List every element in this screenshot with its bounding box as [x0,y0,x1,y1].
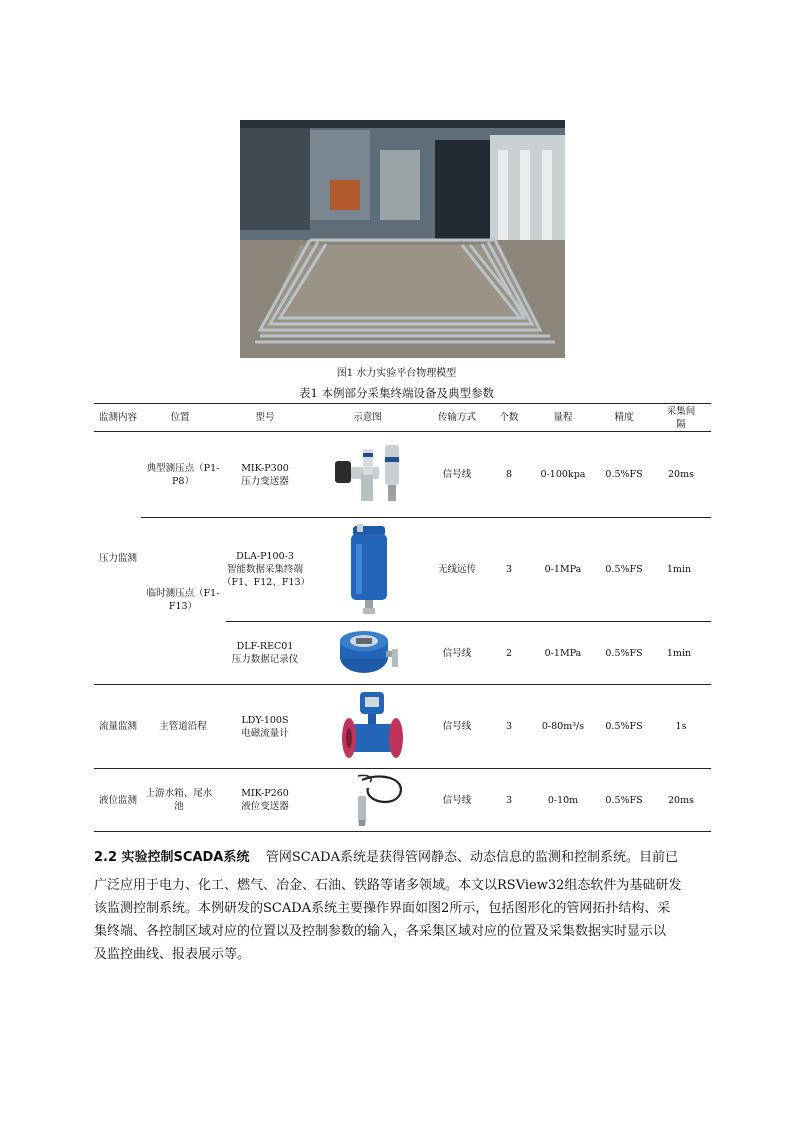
range-cell: 0-1MPa [544,564,582,575]
table-header-cell: 传输方式 [437,412,476,423]
table-header-cell: 型号 [255,412,275,423]
model-cell: MIK-P300 压力变送器 [241,462,289,487]
table-header-cell: 量程 [553,412,573,423]
transmission-cell: 信号线 [442,794,472,806]
location-cell: 典型测压点（P1-P8） [146,462,220,487]
hydraulic-platform-photo [240,120,565,358]
accuracy-cell: 0.5%FS [605,794,643,806]
transmission-cell: 无线远传 [437,564,476,575]
category-cell: 液位监测 [98,794,137,806]
range-cell: 0-100kpa [540,469,586,480]
interval-cell: 1min [666,647,692,659]
range-cell: 0-1MPa [544,647,582,659]
transmission-cell: 信号线 [442,721,472,732]
table-caption: 表1 本例部分采集终端设备及典型参数 [299,386,494,400]
model-cell: DLA-P100-3 智能数据采集终端 （F1、F12、F13） [222,551,310,588]
flowmeter-icon [340,690,405,762]
count-cell: 3 [505,794,513,806]
table-header-cell: 监测内容 [98,412,137,423]
level-transmitter-icon [340,772,410,828]
range-cell: 0-80m³/s [541,721,585,732]
table-header-cell: 精度 [614,412,634,423]
accuracy-cell: 0.5%FS [605,469,643,480]
figure-caption: 图1 水力实验平台物理模型 [336,368,457,379]
section-first-line [94,846,714,869]
interval-cell: 1s [675,721,687,732]
transmission-cell: 信号线 [442,647,472,659]
accuracy-cell: 0.5%FS [605,564,643,575]
paragraph-line: 管网SCADA系统是获得管网静态、动态信息的监测和控制系统。目前已 [265,850,678,865]
interval-cell: 1min [666,564,692,575]
model-cell: DLF-REC01 压力数据记录仪 [231,641,299,665]
count-cell: 3 [505,721,513,732]
count-cell: 8 [505,469,513,480]
location-cell: 上游水箱、尾水池 [145,788,213,812]
paragraph-line: 及监控曲线、报表展示等。 [94,947,251,962]
data-terminal-icon [348,524,390,616]
table-header-cell: 个数 [499,412,519,423]
interval-cell: 20ms [668,794,694,806]
section-heading: 2.2 实验控制SCADA系统 [94,850,250,865]
category-cell: 压力监测 [98,552,137,564]
count-cell: 2 [505,647,513,659]
model-cell: MIK-P260 液位变送器 [241,788,289,812]
range-cell: 0-10m [547,794,579,806]
location-cell: 临时测压点（F1-F13） [146,588,220,612]
table-header-cell: 示意图 [353,412,382,423]
accuracy-cell: 0.5%FS [605,721,643,732]
table-bottom-rule [94,831,711,832]
interval-cell: 20ms [668,469,694,480]
count-cell: 3 [505,564,513,575]
table-header-cell: 位置 [170,412,190,423]
pressure-recorder-icon [338,627,400,677]
transmission-cell: 信号线 [442,469,472,480]
table-header-cell: 采集间隔 [666,405,696,430]
accuracy-cell: 0.5%FS [605,647,643,659]
category-cell: 流量监测 [98,721,137,732]
paragraph-line: 集终端、各控制区域对应的位置以及控制参数的输入，各采集区域对应的位置及采集数据实时显示以 [94,924,667,939]
location-cell: 主管道沿程 [159,721,207,732]
paragraph-line: 广泛应用于电力、化工、燃气、冶金、石油、铁路等诸多领域。本文以RSView32组态软件为基础研发 [94,878,682,893]
paragraph-line: 该监测控制系统。本例研发的SCADA系统主要操作界面如图2所示，包括图形化的管网拓扑结构、采 [94,901,671,916]
pressure-transmitter-icon [333,443,408,505]
model-cell: LDY-100S 电磁流量计 [241,714,289,739]
